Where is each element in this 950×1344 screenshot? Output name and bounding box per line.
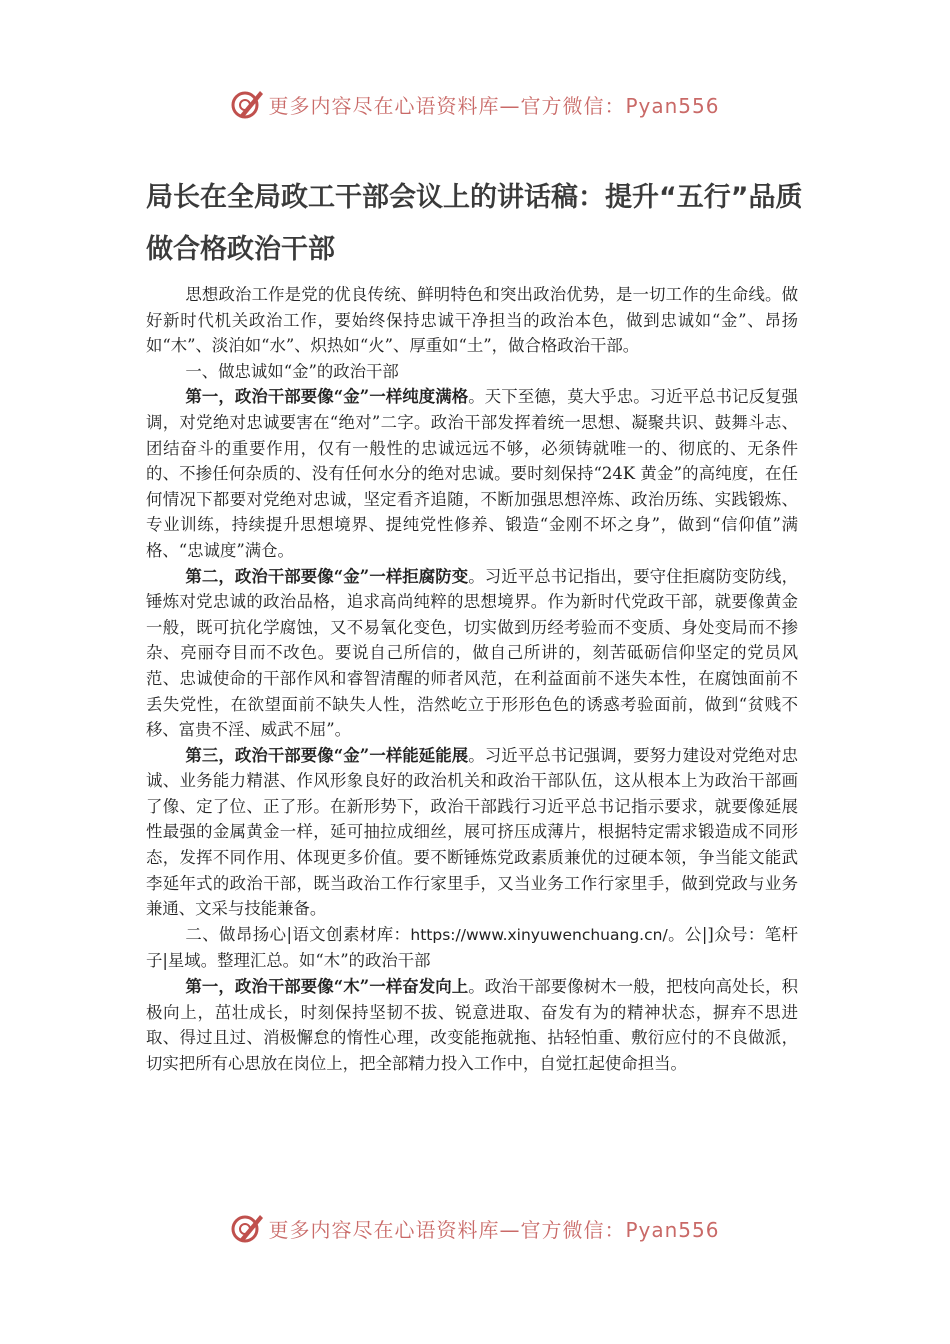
section-heading-text: 二、做昂扬心|语文创素材库：: [185, 924, 411, 944]
paragraph-lead: 第一，政治干部要像“金”一样纯度满格: [185, 387, 469, 407]
section-heading: [146, 922, 798, 974]
paragraph-text: 。政治干部要像树木一般，把枝向高处长，积极向上，茁壮成长，时刻保持坚韧不拔、锐意进取、奋发有为的精神状态，摒弃不思进取、得过且过、消极懈怠的惰性心理，改变能拖就拖、拈轻怕重、敷衍应付的不良做派，切实把所有心思放在岗位上，把全部精力投入工作中，自觉扛起使命担当。: [146, 977, 799, 1073]
paragraph-lead: 第二，政治干部要像“金”一样拒腐防变: [185, 566, 469, 586]
document-title: 局长在全局政工干部会议上的讲话稿：提升“五行”品质 做合格政治干部: [146, 182, 803, 265]
body-paragraph: [146, 384, 798, 563]
document-body: [146, 282, 798, 1076]
body-paragraph: [146, 564, 798, 743]
banner-text: 更多内容尽在心语资料库—官方微信：Pyan556: [268, 1217, 720, 1242]
bottom-banner: [0, 1208, 950, 1248]
section-heading: 一、做忠诚如“金”的政治干部: [185, 361, 399, 381]
banner-text: 更多内容尽在心语资料库—官方微信：Pyan556: [268, 93, 720, 118]
section-heading-text: 。公|]众号：笔杆子|星域。整理汇总。如“木”的政治干部: [146, 924, 798, 971]
pen-logo-icon: [230, 87, 264, 121]
intro-paragraph: 思想政治工作是党的优良传统、鲜明特色和突出政治优势，是一切工作的生命线。做好新时代机关政治工作，要始终保持忠诚干净担当的政治本色，做到忠诚如“金”、昂扬如“木”、淡泊如“水”、炽热如“火”、厚重如“土”，做合格政治干部。: [146, 285, 798, 356]
source-url: https://www.xinyuwenchuang.cn/: [410, 925, 668, 944]
paragraph-lead: 第一，政治干部要像“木”一样奋发向上: [185, 977, 469, 997]
paragraph-text: 。习近平总书记强调，要努力建设对党绝对忠诚、业务能力精湛、作风形象良好的政治机关和政治干部队伍，这从根本上为政治干部画了像、定了位、正了形。在新形势下，政治干部践行习近平总书记指示要求，就要像延展性最强的金属黄金一样，延可抽拉成细丝，展可挤压成薄片，根据特定需求锻造成不同形态，发挥不同作用、体现更多价值。要不断锤炼党政素质兼优的过硬本领，争当能文能武李延年式的政治干部，既当政治工作行家里手，又当业务工作行家里手，做到党政与业务兼通、文采与技能兼备。: [146, 745, 799, 919]
body-paragraph: [146, 974, 798, 1076]
paragraph-text: 。天下至德，莫大乎忠。习近平总书记反复强调，对党绝对忠诚要害在“绝对”二字。政治干部发挥着统一思想、凝聚共识、鼓舞斗志、团结奋斗的重要作用，仅有一般性的忠诚远远不够，必须铸就唯一的、彻底的、无条件的、不掺任何杂质的、没有任何水分的绝对忠诚。要时刻保持“24K 黄金”的高纯度，在任何情况下都要对党绝对忠诚，坚定看齐追随，不断加强思想淬炼、政治历练、实践锻炼、专业训练，持续提升思想境界、提纯党性修养、锻造“金刚不坏之身”，做到“信仰值”满格、“忠诚度”满仓。: [146, 387, 799, 560]
top-banner: [0, 84, 950, 124]
paragraph-lead: 第三，政治干部要像“金”一样能延能展: [185, 745, 469, 765]
paragraph-text: 。习近平总书记指出，要守住拒腐防变防线，锤炼对党忠诚的政治品格，追求高尚纯粹的思想境界。作为新时代党政干部，就要像黄金一般，既可抗化学腐蚀，又不易氧化变色，切实做到历经考验而不变质、身处变局而不掺杂、亮丽夺目而不改色。要说自己所信的，做自己所讲的，刻苦砥砺信仰坚定的党员风范、忠诚使命的干部作风和睿智清醒的师者风范，在利益面前不迷失本性，在腐蚀面前不丢失党性，在欲望面前不缺失人性，浩然屹立于形形色色的诱惑考验面前，做到“贫贱不移、富贵不淫、威武不屈”。: [146, 566, 799, 740]
pen-logo-icon: [230, 1211, 264, 1245]
body-paragraph: [146, 743, 798, 922]
